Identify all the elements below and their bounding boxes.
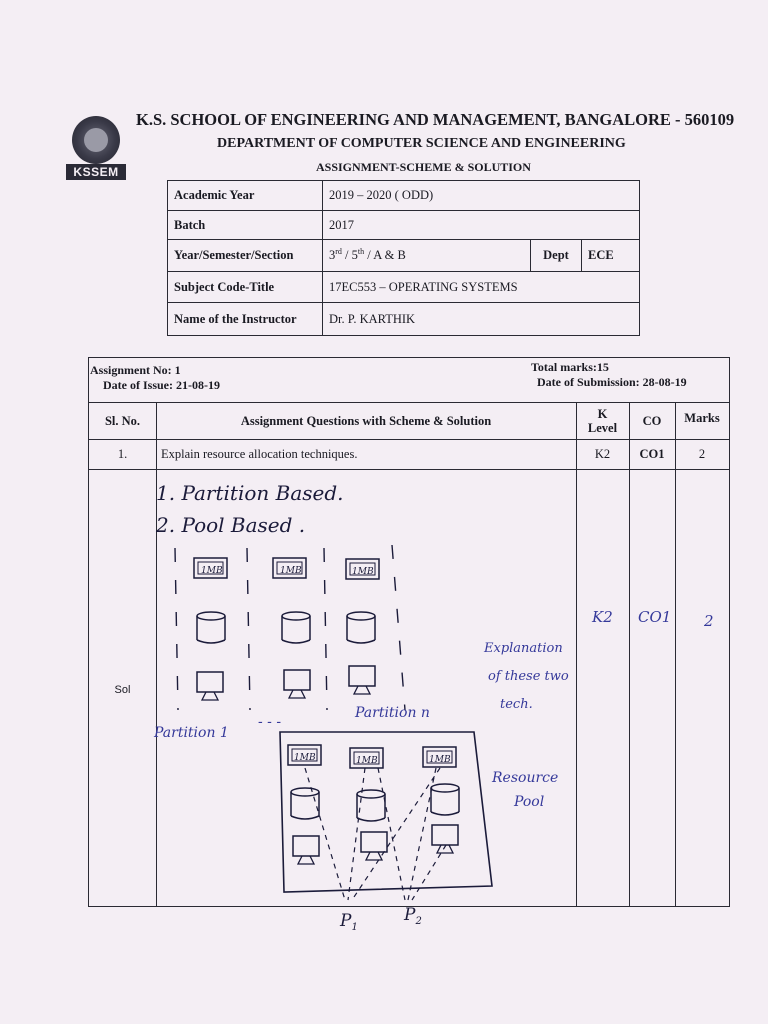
monitor-icon [284, 670, 310, 698]
disk-icon [197, 612, 225, 643]
date-of-issue: Date of Issue: 21-08-19 [103, 378, 220, 392]
svg-text:of these two: of these two [488, 669, 569, 684]
batch-value: 2017 [323, 211, 640, 240]
svg-text:Pool: Pool [514, 794, 545, 810]
col-k-level: K Level [587, 407, 618, 435]
allocation-lines [305, 768, 446, 900]
logo-wordmark: KSSEM [66, 164, 126, 180]
solution-label: Sol [114, 684, 131, 696]
hw-explanation-note [483, 641, 569, 712]
memory-label: 1MB [356, 756, 378, 766]
hw-marks: 2 [704, 612, 714, 630]
memory-label: 1MB [201, 566, 223, 576]
assignment-number: Assignment No: 1 [90, 363, 181, 377]
row-sl: 1. [117, 447, 128, 461]
disk-icon [347, 612, 375, 643]
academic-year-label: Academic Year [168, 181, 323, 211]
hw-partition-dash: - - - [258, 714, 282, 730]
dept-label: Dept [531, 240, 582, 272]
monitor-icon [361, 832, 387, 860]
disk-icon [357, 790, 385, 821]
disk-icon [282, 612, 310, 643]
col-question: Assignment Questions with Scheme & Solution [240, 413, 492, 428]
col-co: CO [642, 413, 662, 428]
svg-text:Resource: Resource [492, 770, 559, 786]
instructor-value: Dr. P. KARTHIK [323, 303, 640, 336]
college-name: K.S. SCHOOL OF ENGINEERING AND MANAGEMENT, BANGALORE - 560109 [136, 110, 735, 129]
batch-label: Batch [168, 211, 323, 240]
hw-resource-pool-note [491, 770, 558, 810]
monitor-icon [432, 825, 458, 853]
memory-label: 1MB [280, 566, 302, 576]
instructor-label: Name of the Instructor [168, 303, 323, 336]
date-of-submission: Date of Submission: 28-08-19 [537, 375, 687, 389]
monitor-icon [349, 666, 375, 694]
row-question: Explain resource allocation techniques. [161, 447, 358, 461]
hw-partition-1: Partition 1 [154, 725, 229, 741]
subject-label: Subject Code-Title [168, 272, 323, 303]
row-k-level: K2 [594, 447, 611, 461]
subject-value: 17EC553 – OPERATING SYSTEMS [323, 272, 640, 303]
year-semester-value: 3rd / 5th / A & B [323, 240, 531, 272]
row-co: CO1 [639, 447, 665, 461]
hw-k-level: K2 [592, 608, 613, 626]
hw-co: CO1 [638, 608, 672, 626]
svg-text:Explanation: Explanation [484, 641, 563, 656]
memory-label: 1MB [294, 753, 316, 763]
dept-value: ECE [582, 240, 640, 272]
disk-icon [291, 788, 319, 819]
academic-year-value: 2019 – 2020 ( ODD) [323, 181, 640, 211]
document-type: ASSIGNMENT-SCHEME & SOLUTION [316, 160, 531, 174]
memory-label: 1MB [429, 755, 451, 765]
total-marks: Total marks:15 [531, 360, 609, 374]
partition-resources [194, 558, 379, 700]
hw-pool-based: 2. Pool Based . [156, 513, 306, 537]
svg-text:tech.: tech. [500, 697, 533, 712]
hw-partition-based: 1. Partition Based. [156, 481, 344, 505]
hw-partition-n: Partition n [355, 705, 430, 721]
col-sl-no: Sl. No. [104, 413, 141, 428]
process-p1: $P_1$ [340, 911, 358, 933]
row-marks: 2 [698, 447, 706, 461]
monitor-icon [197, 672, 223, 700]
monitor-icon [293, 836, 319, 864]
col-marks: Marks [684, 411, 720, 425]
year-semester-label: Year/Semester/Section [168, 240, 323, 272]
disk-icon [431, 784, 459, 815]
process-p2: $P_2$ [404, 905, 422, 927]
department-name: DEPARTMENT OF COMPUTER SCIENCE AND ENGINEERING [217, 136, 626, 151]
memory-label: 1MB [352, 567, 374, 577]
